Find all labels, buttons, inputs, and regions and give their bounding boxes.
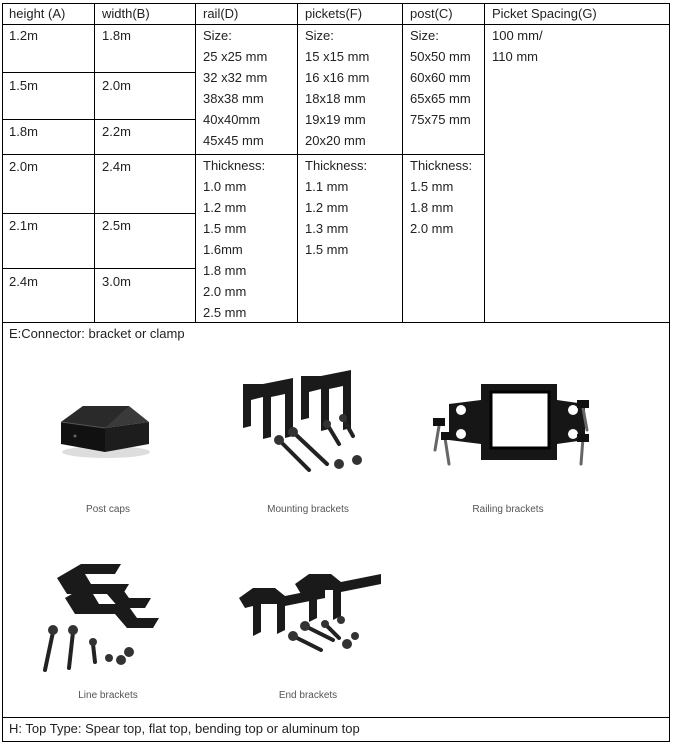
header-rail: rail(D)	[203, 6, 239, 21]
post-caps-photo	[9, 348, 207, 524]
pickets-thickness: 1.2 mm	[305, 200, 349, 215]
post-size: 60x60 mm	[410, 70, 471, 85]
post-size: 75x75 mm	[410, 112, 471, 127]
rail-size-list	[203, 25, 267, 151]
photo-caption: Railing brackets	[472, 504, 544, 515]
rail-thickness: 2.0 mm	[203, 284, 247, 299]
photo-caption: Line brackets	[78, 690, 138, 701]
pickets-thickness-list	[305, 155, 367, 260]
pickets-thickness-label: Thickness:	[305, 158, 368, 173]
mounting-brackets-photo	[209, 348, 407, 524]
height-cell: 2.0m	[9, 159, 38, 174]
mounting-bracket-icon	[209, 348, 407, 524]
post-size: 50x50 mm	[410, 49, 471, 64]
header-width: width(B)	[102, 6, 150, 21]
rail-size-label: Size:	[203, 28, 232, 43]
line-bracket-icon	[9, 540, 207, 710]
height-cell: 1.8m	[9, 124, 38, 139]
top-type-text: H: Top Type: Spear top, flat top, bending top or aluminum top	[9, 721, 360, 736]
end-brackets-photo	[209, 540, 407, 710]
header-post: post(C)	[410, 6, 453, 21]
photo-caption: End brackets	[278, 690, 338, 701]
post-thickness-list	[410, 155, 472, 239]
connector-title: E:Connector: bracket or clamp	[9, 326, 185, 341]
pickets-size: 18x18 mm	[305, 91, 366, 106]
pickets-thickness: 1.5 mm	[305, 242, 349, 257]
rail-thickness: 1.8 mm	[203, 263, 247, 278]
spacing-value: 100 mm/	[492, 28, 543, 43]
rail-thickness: 1.2 mm	[203, 200, 247, 215]
height-cell: 2.4m	[9, 274, 38, 289]
post-size-label: Size:	[410, 28, 439, 43]
rail-size: 45x45 mm	[203, 133, 264, 148]
pickets-size: 19x19 mm	[305, 112, 366, 127]
line-brackets-photo	[9, 540, 207, 710]
rail-thickness: 1.0 mm	[203, 179, 247, 194]
pickets-size: 20x20 mm	[305, 133, 366, 148]
width-cell: 2.2m	[102, 124, 131, 139]
post-thickness-label: Thickness:	[410, 158, 473, 173]
end-bracket-icon	[209, 540, 407, 710]
height-cell: 1.2m	[9, 28, 38, 43]
railing-bracket-icon	[409, 348, 609, 524]
post-thickness: 1.8 mm	[410, 200, 454, 215]
post-thickness: 2.0 mm	[410, 221, 454, 236]
rail-thickness: 1.5 mm	[203, 221, 247, 236]
rail-size: 25 x25 mm	[203, 49, 268, 64]
width-cell: 3.0m	[102, 274, 131, 289]
pickets-thickness: 1.1 mm	[305, 179, 349, 194]
height-cell: 1.5m	[9, 78, 38, 93]
rail-thickness-label: Thickness:	[203, 158, 266, 173]
photo-caption: Mounting brackets	[267, 504, 349, 515]
rail-size: 40x40mm	[203, 112, 261, 127]
width-cell: 2.0m	[102, 78, 131, 93]
pickets-size-label: Size:	[305, 28, 334, 43]
width-cell: 1.8m	[102, 28, 131, 43]
rail-size: 32 x32 mm	[203, 70, 268, 85]
spacing-value: 110 mm	[492, 49, 538, 64]
rail-thickness: 2.5 mm	[203, 305, 247, 320]
header-height: height (A)	[9, 6, 66, 21]
header-spacing: Picket Spacing(G)	[492, 6, 597, 21]
width-cell: 2.5m	[102, 218, 131, 233]
width-cell: 2.4m	[102, 159, 131, 174]
header-pickets: pickets(F)	[305, 6, 363, 21]
pickets-size-list	[305, 25, 369, 151]
rail-thickness: 1.6mm	[203, 242, 243, 257]
post-cap-icon	[9, 348, 207, 524]
height-cell: 2.1m	[9, 218, 38, 233]
pickets-thickness: 1.3 mm	[305, 221, 349, 236]
pickets-size: 15 x15 mm	[305, 49, 370, 64]
spacing-list	[492, 25, 543, 67]
pickets-size: 16 x16 mm	[305, 70, 370, 85]
railing-brackets-photo	[409, 348, 609, 524]
post-size-list	[410, 25, 471, 130]
rail-thickness-list	[203, 155, 265, 323]
post-size: 65x65 mm	[410, 91, 471, 106]
post-thickness: 1.5 mm	[410, 179, 454, 194]
photo-caption: Post caps	[86, 504, 130, 515]
rail-size: 38x38 mm	[203, 91, 264, 106]
